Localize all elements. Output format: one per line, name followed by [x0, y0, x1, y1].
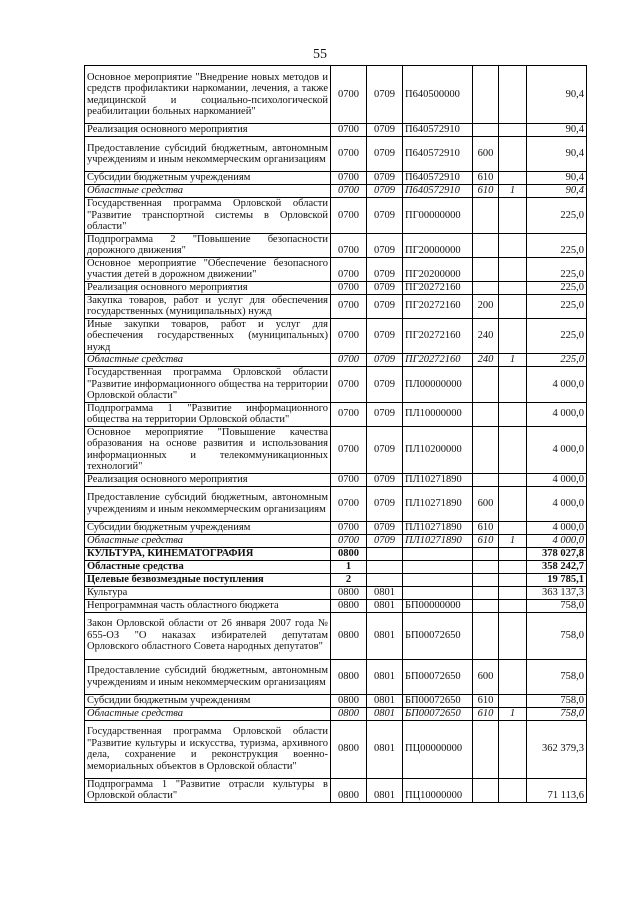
- row-name: Государственная программа Орловской области "Развитие транспортной системы в Орловской области": [85, 198, 331, 234]
- row-name: Основное мероприятие "Повышение качества образования на основе развития и использования информационных и телекоммуникационных технологий": [85, 426, 331, 473]
- funding-source-code: 1: [499, 354, 527, 367]
- subsection-code: 0801: [367, 707, 403, 720]
- table-row: [85, 172, 587, 185]
- table-row: [85, 257, 587, 281]
- expense-type-code: [473, 720, 499, 778]
- expense-type-code: 610: [473, 707, 499, 720]
- amount: 4 000,0: [527, 402, 587, 426]
- target-article-code: ПЛ10200000: [403, 426, 473, 473]
- section-code: 0800: [331, 547, 367, 560]
- amount: 225,0: [527, 281, 587, 294]
- expense-type-code: 600: [473, 137, 499, 172]
- funding-source-code: [499, 612, 527, 659]
- subsection-code: 0709: [367, 172, 403, 185]
- amount: 225,0: [527, 257, 587, 281]
- section-code: 0800: [331, 659, 367, 694]
- expense-type-code: 610: [473, 534, 499, 547]
- table-row: [85, 547, 587, 560]
- amount: 225,0: [527, 198, 587, 234]
- table-row: [85, 534, 587, 547]
- target-article-code: БП00072650: [403, 707, 473, 720]
- amount: 4 000,0: [527, 521, 587, 534]
- target-article-code: ПЛ10271890: [403, 473, 473, 486]
- section-code: 0700: [331, 426, 367, 473]
- row-name: Государственная программа Орловской области "Развитие культуры и искусства, туризма, архивного дела, сохранение и реконструкция военно-мемориальных объектов в Орловской области": [85, 720, 331, 778]
- subsection-code: 0709: [367, 124, 403, 137]
- section-code: 0700: [331, 367, 367, 403]
- expense-type-code: [473, 547, 499, 560]
- target-article-code: ПЦ10000000: [403, 778, 473, 802]
- target-article-code: ПГ20272160: [403, 294, 473, 318]
- table-row: [85, 426, 587, 473]
- funding-source-code: [499, 281, 527, 294]
- subsection-code: 0709: [367, 233, 403, 257]
- subsection-code: 0709: [367, 281, 403, 294]
- amount: 362 379,3: [527, 720, 587, 778]
- subsection-code: 0801: [367, 599, 403, 612]
- table-row: [85, 124, 587, 137]
- expense-type-code: 610: [473, 172, 499, 185]
- row-name: Непрограммная часть областного бюджета: [85, 599, 331, 612]
- target-article-code: ПГ20000000: [403, 233, 473, 257]
- funding-source-code: 1: [499, 185, 527, 198]
- table-row: [85, 486, 587, 521]
- amount: 758,0: [527, 707, 587, 720]
- table-row: [85, 778, 587, 802]
- table-row: [85, 185, 587, 198]
- target-article-code: П640572910: [403, 137, 473, 172]
- subsection-code: 0801: [367, 694, 403, 707]
- target-article-code: ПГ20272160: [403, 354, 473, 367]
- funding-source-code: [499, 257, 527, 281]
- row-name: Областные средства: [85, 534, 331, 547]
- subsection-code: 0709: [367, 137, 403, 172]
- subsection-code: 0801: [367, 778, 403, 802]
- section-code: 0800: [331, 778, 367, 802]
- subsection-code: 0801: [367, 659, 403, 694]
- amount: 90,4: [527, 185, 587, 198]
- section-code: 0700: [331, 66, 367, 124]
- expense-type-code: [473, 426, 499, 473]
- target-article-code: ПГ20272160: [403, 318, 473, 354]
- section-code: 0700: [331, 124, 367, 137]
- target-article-code: [403, 560, 473, 573]
- funding-source-code: [499, 233, 527, 257]
- target-article-code: ПЛ10271890: [403, 521, 473, 534]
- table-row: [85, 233, 587, 257]
- row-name: Предоставление субсидий бюджетным, автономным учреждениям и иным некоммерческим организациям: [85, 137, 331, 172]
- row-name: Реализация основного мероприятия: [85, 281, 331, 294]
- amount: 4 000,0: [527, 367, 587, 403]
- table-row: [85, 521, 587, 534]
- expense-type-code: 240: [473, 354, 499, 367]
- expense-type-code: [473, 124, 499, 137]
- funding-source-code: [499, 198, 527, 234]
- section-code: 0700: [331, 185, 367, 198]
- expense-type-code: [473, 281, 499, 294]
- funding-source-code: [499, 367, 527, 403]
- target-article-code: ПГ20272160: [403, 281, 473, 294]
- target-article-code: П640572910: [403, 124, 473, 137]
- funding-source-code: [499, 778, 527, 802]
- amount: 225,0: [527, 233, 587, 257]
- subsection-code: 0801: [367, 720, 403, 778]
- amount: 90,4: [527, 66, 587, 124]
- row-name: Субсидии бюджетным учреждениям: [85, 172, 331, 185]
- expense-type-code: [473, 233, 499, 257]
- section-code: 0800: [331, 720, 367, 778]
- section-code: 0700: [331, 473, 367, 486]
- row-name: Реализация основного мероприятия: [85, 473, 331, 486]
- table-row: [85, 586, 587, 599]
- row-name: Подпрограмма 1 "Развитие информационного общества на территории Орловской области": [85, 402, 331, 426]
- subsection-code: 0709: [367, 185, 403, 198]
- expense-type-code: [473, 778, 499, 802]
- amount: 225,0: [527, 354, 587, 367]
- expense-type-code: 610: [473, 694, 499, 707]
- section-code: 0700: [331, 521, 367, 534]
- expense-type-code: 610: [473, 521, 499, 534]
- row-name: Целевые безвозмездные поступления: [85, 573, 331, 586]
- table-row: [85, 294, 587, 318]
- row-name: Субсидии бюджетным учреждениям: [85, 694, 331, 707]
- subsection-code: 0709: [367, 66, 403, 124]
- amount: 758,0: [527, 612, 587, 659]
- funding-source-code: [499, 294, 527, 318]
- row-name: Основное мероприятие "Обеспечение безопасного участия детей в дорожном движении": [85, 257, 331, 281]
- target-article-code: [403, 573, 473, 586]
- row-name: Реализация основного мероприятия: [85, 124, 331, 137]
- target-article-code: П640500000: [403, 66, 473, 124]
- table-row: [85, 367, 587, 403]
- table-row: [85, 402, 587, 426]
- row-name: КУЛЬТУРА, КИНЕМАТОГРАФИЯ: [85, 547, 331, 560]
- table-row: [85, 66, 587, 124]
- funding-source-code: [499, 659, 527, 694]
- target-article-code: БП00072650: [403, 612, 473, 659]
- subsection-code: [367, 573, 403, 586]
- subsection-code: 0801: [367, 612, 403, 659]
- funding-source-code: [499, 473, 527, 486]
- funding-source-code: [499, 720, 527, 778]
- row-name: Субсидии бюджетным учреждениям: [85, 521, 331, 534]
- row-name: Областные средства: [85, 354, 331, 367]
- amount: 363 137,3: [527, 586, 587, 599]
- amount: 4 000,0: [527, 426, 587, 473]
- section-code: 0700: [331, 294, 367, 318]
- expense-type-code: [473, 367, 499, 403]
- table-row: [85, 354, 587, 367]
- funding-source-code: [499, 599, 527, 612]
- section-code: 0700: [331, 172, 367, 185]
- funding-source-code: [499, 124, 527, 137]
- section-code: 0700: [331, 257, 367, 281]
- table-row: [85, 659, 587, 694]
- amount: 90,4: [527, 124, 587, 137]
- section-code: 0700: [331, 354, 367, 367]
- expense-type-code: [473, 66, 499, 124]
- subsection-code: 0709: [367, 473, 403, 486]
- row-name: Основное мероприятие "Внедрение новых методов и средств профилактики наркомании, лечения, а также медицинской и социально-психологической реабилитации больных наркоманией": [85, 66, 331, 124]
- target-article-code: БП00072650: [403, 659, 473, 694]
- section-code: 0700: [331, 233, 367, 257]
- amount: 90,4: [527, 137, 587, 172]
- subsection-code: 0709: [367, 354, 403, 367]
- subsection-code: 0709: [367, 318, 403, 354]
- target-article-code: [403, 586, 473, 599]
- funding-source-code: [499, 172, 527, 185]
- row-name: Культура: [85, 586, 331, 599]
- section-code: 0800: [331, 707, 367, 720]
- section-code: 0700: [331, 318, 367, 354]
- target-article-code: БП00000000: [403, 599, 473, 612]
- amount: 90,4: [527, 172, 587, 185]
- target-article-code: БП00072650: [403, 694, 473, 707]
- target-article-code: ПЦ00000000: [403, 720, 473, 778]
- funding-source-code: [499, 66, 527, 124]
- funding-source-code: [499, 694, 527, 707]
- subsection-code: 0801: [367, 586, 403, 599]
- target-article-code: [403, 547, 473, 560]
- target-article-code: ПГ20200000: [403, 257, 473, 281]
- table-row: [85, 281, 587, 294]
- amount: 4 000,0: [527, 534, 587, 547]
- expense-type-code: 200: [473, 294, 499, 318]
- expense-type-code: 600: [473, 659, 499, 694]
- subsection-code: 0709: [367, 426, 403, 473]
- row-name: Областные средства: [85, 707, 331, 720]
- table-row: [85, 560, 587, 573]
- row-name: Иные закупки товаров, работ и услуг для обеспечения государственных (муниципальных) нужд: [85, 318, 331, 354]
- amount: 71 113,6: [527, 778, 587, 802]
- section-code: 0800: [331, 612, 367, 659]
- expense-type-code: [473, 612, 499, 659]
- amount: 4 000,0: [527, 486, 587, 521]
- expense-type-code: [473, 586, 499, 599]
- target-article-code: ПЛ10271890: [403, 486, 473, 521]
- subsection-code: [367, 547, 403, 560]
- funding-source-code: [499, 547, 527, 560]
- target-article-code: ПЛ00000000: [403, 367, 473, 403]
- row-name: Областные средства: [85, 560, 331, 573]
- amount: 378 027,8: [527, 547, 587, 560]
- expense-type-code: [473, 573, 499, 586]
- target-article-code: ПЛ10000000: [403, 402, 473, 426]
- target-article-code: П640572910: [403, 172, 473, 185]
- section-code: 0800: [331, 586, 367, 599]
- expense-type-code: [473, 599, 499, 612]
- row-name: Областные средства: [85, 185, 331, 198]
- amount: 4 000,0: [527, 473, 587, 486]
- subsection-code: 0709: [367, 198, 403, 234]
- expense-type-code: 240: [473, 318, 499, 354]
- amount: 19 785,1: [527, 573, 587, 586]
- funding-source-code: 1: [499, 534, 527, 547]
- funding-source-code: [499, 318, 527, 354]
- funding-source-code: [499, 402, 527, 426]
- section-code: 0800: [331, 599, 367, 612]
- amount: 225,0: [527, 318, 587, 354]
- amount: 758,0: [527, 659, 587, 694]
- funding-source-code: [499, 586, 527, 599]
- section-code: 2: [331, 573, 367, 586]
- budget-table: [84, 65, 587, 803]
- page-number: 55: [313, 47, 327, 62]
- table-row: [85, 612, 587, 659]
- section-code: 0800: [331, 694, 367, 707]
- funding-source-code: [499, 521, 527, 534]
- target-article-code: ПЛ10271890: [403, 534, 473, 547]
- subsection-code: [367, 560, 403, 573]
- target-article-code: ПГ00000000: [403, 198, 473, 234]
- section-code: 0700: [331, 534, 367, 547]
- subsection-code: 0709: [367, 367, 403, 403]
- amount: 225,0: [527, 294, 587, 318]
- funding-source-code: [499, 137, 527, 172]
- subsection-code: 0709: [367, 521, 403, 534]
- expense-type-code: 600: [473, 486, 499, 521]
- section-code: 0700: [331, 402, 367, 426]
- table-row: [85, 694, 587, 707]
- section-code: 0700: [331, 198, 367, 234]
- subsection-code: 0709: [367, 486, 403, 521]
- row-name: Подпрограмма 2 "Повышение безопасности дорожного движения": [85, 233, 331, 257]
- table-row: [85, 599, 587, 612]
- subsection-code: 0709: [367, 402, 403, 426]
- expense-type-code: [473, 198, 499, 234]
- target-article-code: П640572910: [403, 185, 473, 198]
- table-row: [85, 137, 587, 172]
- section-code: 0700: [331, 137, 367, 172]
- row-name: Закон Орловской области от 26 января 2007 года № 655-ОЗ "О наказах избирателей депутатам Орловского областного Совета народных депутатов": [85, 612, 331, 659]
- section-code: 0700: [331, 281, 367, 294]
- row-name: Государственная программа Орловской области "Развитие информационного общества на территории Орловской области": [85, 367, 331, 403]
- amount: 758,0: [527, 599, 587, 612]
- subsection-code: 0709: [367, 534, 403, 547]
- funding-source-code: [499, 560, 527, 573]
- subsection-code: 0709: [367, 294, 403, 318]
- amount: 358 242,7: [527, 560, 587, 573]
- funding-source-code: [499, 426, 527, 473]
- amount: 758,0: [527, 694, 587, 707]
- row-name: Закупка товаров, работ и услуг для обеспечения государственных (муниципальных) нужд: [85, 294, 331, 318]
- expense-type-code: [473, 473, 499, 486]
- table-row: [85, 707, 587, 720]
- row-name: Подпрограмма 1 "Развитие отрасли культуры в Орловской области": [85, 778, 331, 802]
- funding-source-code: [499, 573, 527, 586]
- section-code: 1: [331, 560, 367, 573]
- row-name: Предоставление субсидий бюджетным, автономным учреждениям и иным некоммерческим организациям: [85, 659, 331, 694]
- row-name: Предоставление субсидий бюджетным, автономным учреждениям и иным некоммерческим организациям: [85, 486, 331, 521]
- table-row: [85, 473, 587, 486]
- table-row: [85, 198, 587, 234]
- subsection-code: 0709: [367, 257, 403, 281]
- section-code: 0700: [331, 486, 367, 521]
- table-row: [85, 573, 587, 586]
- table-row: [85, 318, 587, 354]
- funding-source-code: [499, 486, 527, 521]
- expense-type-code: [473, 257, 499, 281]
- funding-source-code: 1: [499, 707, 527, 720]
- expense-type-code: [473, 402, 499, 426]
- expense-type-code: 610: [473, 185, 499, 198]
- table-row: [85, 720, 587, 778]
- expense-type-code: [473, 560, 499, 573]
